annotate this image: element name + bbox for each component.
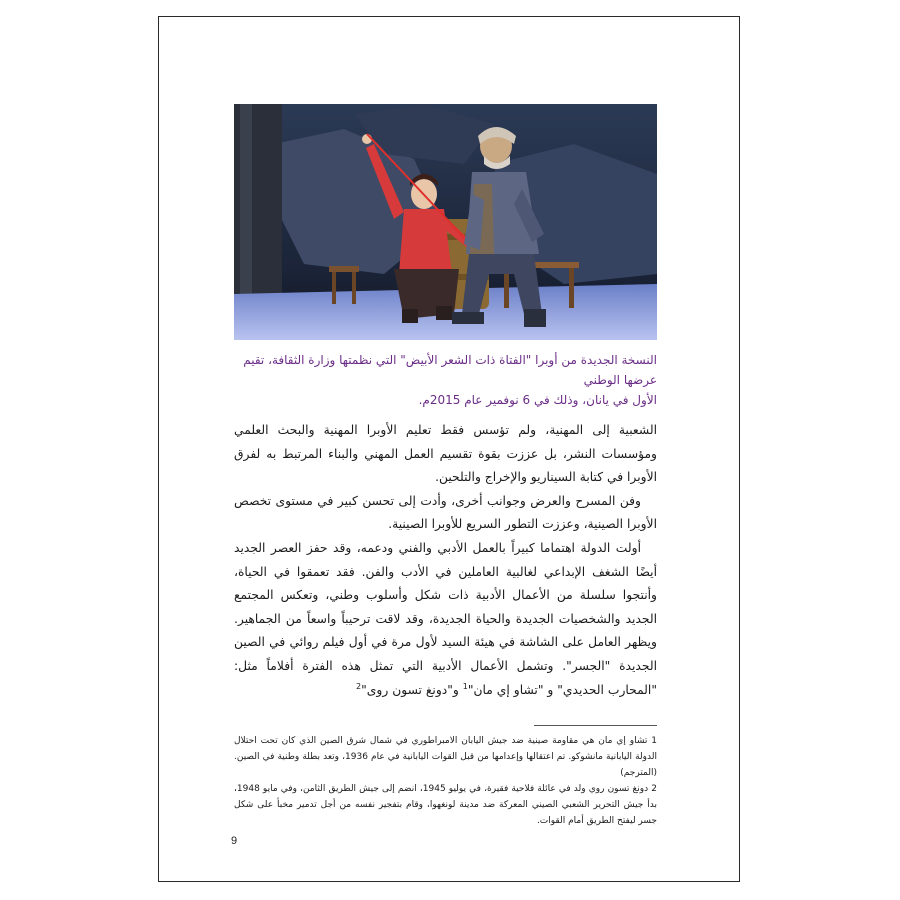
- opera-stage-photo: [234, 104, 657, 340]
- footnote-1: 1 تشاو إي مان هي مقاومة صينية ضد جيش اليابان الامبراطوري في شمال شرق الصين الذي كان تحت احتلال الدولة اليابانية مانشوكو. تم اعتقالها وإعدامها من قبل القوات اليابانية في عام 1936، وتعد بطلة وطنية في الصين. (المترجم): [234, 736, 657, 778]
- paragraph-3-mid: و"دونغ تسون روى": [361, 682, 463, 697]
- caption-line-1: النسخة الجديدة من أوبرا "الفتاة ذات الشعر الأبيض" التي نظمتها وزارة الثقافة، تقيم عرضها الوطني: [243, 353, 657, 387]
- footnote-divider: [534, 725, 657, 726]
- opera-stage-photo-icon: [234, 104, 657, 340]
- footnote-ref-1[interactable]: 1: [462, 681, 468, 691]
- footnote-2: 2 دونغ تسون روي ولد في عائلة فلاحية فقيرة، في يوليو 1945، انضم إلى جيش الطريق الثامن، وفي مايو 1948، بدأ جيش التحرير الشعبي الصيني المعركة ضد مدينة لونغهوا، وقام بتفجير نفسه من أجل تدمير مخبأ على شكل جسر ليفتح الطريق أمام القوات.: [234, 784, 657, 826]
- footnote-ref-2[interactable]: 2: [356, 681, 362, 691]
- paragraph-2: وفن المسرح والعرض وجوانب أخرى، وأدت إلى تحسن كبير في مستوى تخصص الأوبرا الصينية، وعززت التطور السريع للأوبرا الصينية.: [234, 493, 657, 532]
- paragraph-1: الشعبية إلى المهنية، ولم تؤسس فقط تعليم الأوبرا المهنية والبحث العلمي ومؤسسات النشر، بل عززت بقوة تقسيم العمل المهني والبناء المرتبط به لفرق الأوبرا في كتابة السيناريو والإخراج والتلحين.: [234, 423, 657, 485]
- page-number: 9: [231, 835, 238, 847]
- paragraph-3: [234, 537, 657, 702]
- body-text: [234, 419, 657, 702]
- document-page: [158, 16, 740, 882]
- photo-caption: [234, 350, 657, 410]
- paragraph-3-text: أولت الدولة اهتماما كبيراً بالعمل الأدبي والفني ودعمه، وقد حفز العصر الجديد أيضًا الشغف الإبداعي لغالبية العاملين في الأدب والفن. فقد تعمقوا في الحياة، وأنتجوا سلسلة من الأعمال الأدبية ذات شكل وأسلوب وطني، وتعكس المجتمع الجديد والشخصيات الجديدة والحياة الجديدة، وقد لاقت ترحيباً واسعاً من الجماهير. ويظهر العامل على الشاشة في هيئة السيد لأول مرة في أول فيلم روائي في الصين الجديدة "الجسر". وتشمل الأعمال الأدبية التي تمثل هذه الفترة أفلاماً مثل: "المحارب الحديدي" و "تشاو إي مان": [234, 540, 657, 697]
- caption-line-2: الأول في يانان، وذلك في 6 نوفمير عام 2015م.: [418, 393, 657, 407]
- footnotes: [234, 733, 657, 829]
